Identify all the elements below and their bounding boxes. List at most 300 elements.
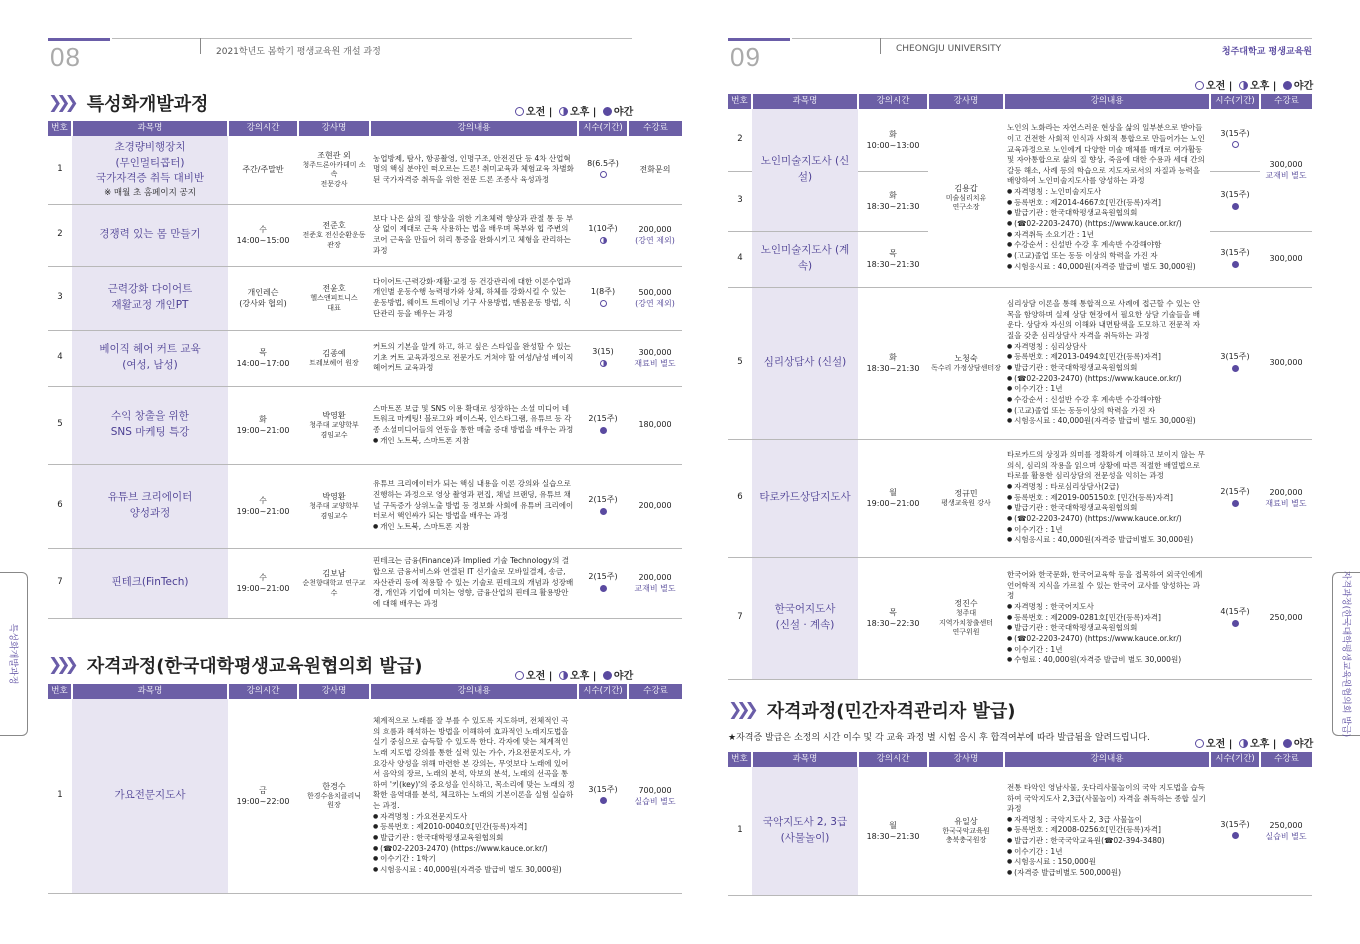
morning-icon <box>515 107 524 116</box>
description-bullet: ● 시험응시료 : 40,000원(자격증 발급비 별도 30,000원) <box>373 865 575 876</box>
lecture-time-line: 월 <box>889 487 897 497</box>
course-name-line: 노인미술지도사 (계속) <box>760 244 850 272</box>
description-bullet: ● (☎02-2203-2470) (https://www.kauce.or.kr/) <box>1007 634 1207 645</box>
description-text: 농업방제, 탐사, 항공촬영, 인명구조, 안전진단 등 4차 산업혁명의 핵심 분야인 떠오르는 드론! 취미교육과 체험교육 차별화된 국가자격증 취득을 위한 전문 드론 조종사 육성과정 <box>373 153 574 185</box>
table-row <box>48 699 682 893</box>
header-rule <box>112 38 632 39</box>
tuition-value: 전화문의 <box>639 165 671 175</box>
section-title-text: 자격과정(한국대학평생교육원협의회 발급) <box>86 656 423 677</box>
course-description <box>1004 557 1210 679</box>
instructor-affiliation-line: 연구위원 <box>952 628 980 637</box>
description-text: 유튜브 크리에이터가 되는 핵심 내용을 이론 강의와 실습으로 진행하는 과정으로 영상 촬영과 편집, 채널 브랜딩, 유튜브 채널 구독증가 상위노출 방법 등 정보화 사회에 유튜버 크리에이터로서 핵인싸가 되는 방법을 배우는 과정 <box>373 479 574 521</box>
legend-afternoon: 오후 <box>1249 739 1270 750</box>
column-header: 강사명 <box>928 94 1004 109</box>
tuition <box>628 330 682 386</box>
row-number: 2 <box>48 204 72 266</box>
lecture-time-line: 월 <box>889 820 897 830</box>
tuition <box>1260 439 1312 557</box>
description-bullet: ● 자격명칭 : 노인미술지도사 <box>1007 187 1207 198</box>
hours-value: 1(8주) <box>590 287 616 297</box>
description-bullet: ● 등록번호 : 제2010-0040호[민간(등록)자격] <box>373 822 575 833</box>
instructor-name: 김보남 <box>322 568 346 578</box>
hours <box>1210 171 1260 231</box>
morning-icon <box>1195 739 1204 748</box>
course-name-line: 국악지도사 2, 3급 <box>762 816 848 828</box>
tuition-value: 500,000 <box>638 287 672 297</box>
course-description <box>370 386 578 464</box>
instructor <box>298 548 370 618</box>
course-name <box>72 136 228 204</box>
lecture-time-line: 19:00~22:00 <box>236 796 290 806</box>
description-bullet: ● 이수기간 : 1년 <box>1007 384 1207 395</box>
instructor-name: 한경수 <box>322 781 346 791</box>
instructor-affiliation-line: 청주대 교양학부 <box>309 420 359 429</box>
legend-afternoon: 오후 <box>569 671 590 682</box>
lecture-time-line: 14:00~17:00 <box>236 359 290 368</box>
legend-afternoon: 오후 <box>1249 81 1270 92</box>
night-icon <box>1283 739 1292 748</box>
course-name <box>752 557 858 679</box>
legend-night: 야간 <box>1293 739 1314 750</box>
legend-morning: 오전 <box>526 107 546 118</box>
lecture-time-line: 수 <box>259 495 267 505</box>
course-description <box>370 266 578 330</box>
lecture-time-line: (강사와 협의) <box>239 299 287 308</box>
table-row <box>48 386 682 464</box>
instructor-name: 정진수 <box>954 599 978 608</box>
legend: 오전 | 오후 | 야간 <box>512 667 633 682</box>
lecture-time <box>228 464 298 548</box>
instructor <box>928 109 1004 287</box>
course-description <box>370 699 578 893</box>
description-bullet: ● (☎02-2203-2470) (https://www.kauce.or.kr/) <box>1007 514 1207 525</box>
table-row <box>48 464 682 548</box>
page-number-bar <box>728 38 790 41</box>
section-title <box>728 697 1016 723</box>
instructor-affiliation-line: 전준호 전신순환운동 <box>302 230 366 239</box>
tuition <box>628 699 682 893</box>
chevrons-icon: ❯❯❯ <box>48 93 73 113</box>
course-name-line: 핀테크(FinTech) <box>111 576 189 589</box>
course-name <box>72 548 228 618</box>
course-name-line: 노인미술지도사 (신설) <box>760 155 850 183</box>
instructor <box>928 287 1004 439</box>
instructor <box>298 204 370 266</box>
instructor-affiliation-line: 전문강사 <box>320 180 348 189</box>
instructor <box>298 330 370 386</box>
description-bullet: ● 시험응시료 : 40,000원(자격증 발급비 별도 30,000원) <box>1007 416 1207 427</box>
instructor <box>928 439 1004 557</box>
column-header: 강의시간 <box>858 94 928 109</box>
column-header: 번호 <box>48 121 72 136</box>
description-bullet: ● (☎02-2203-2470) (https://www.kauce.or.kr/) <box>1007 219 1207 230</box>
header-divider <box>200 38 201 54</box>
instructor <box>298 464 370 548</box>
hours <box>578 548 628 618</box>
course-description <box>1004 287 1210 439</box>
hours <box>578 204 628 266</box>
hours-value: 3(15) <box>592 347 614 357</box>
certificate-note: ★자격증 발급은 소정의 시간 이수 및 각 교육 과정 별 시험 응시 후 합격여부에 따라 발급됨을 알려드립니다. <box>728 733 1150 743</box>
afternoon-icon <box>559 671 568 680</box>
instructor-affiliation <box>300 502 368 521</box>
lecture-time <box>858 231 928 287</box>
table-row <box>48 548 682 618</box>
description-text: 보다 나은 삶의 질 향상을 위한 기초체력 향상과 관절 통 등 부상 없이 제대로 근육 사용하는 법을 배우며 복부와 힙 주변의 코어 근육을 만들어 허리 통증을 완화시키고 체형을 관리하는 과정 <box>373 213 574 255</box>
description-bullet: ● 등록번호 : 제2014-4667호[민간(등록)자격] <box>1007 198 1207 209</box>
lecture-time <box>858 287 928 439</box>
lecture-time-line: 수 <box>259 572 267 582</box>
course-name-line: 경쟁력 있는 몸 만들기 <box>99 228 201 241</box>
row-number: 3 <box>48 266 72 330</box>
hours <box>1210 767 1260 895</box>
lecture-time-line: 18:30~21:30 <box>866 364 920 373</box>
column-header: 번호 <box>48 684 72 699</box>
description-bullet: ● 자격명칭 : 타로심리상담사(2급) <box>1007 482 1207 493</box>
side-tab[interactable] <box>0 572 28 736</box>
hours-value: 4(15주) <box>1220 607 1250 617</box>
instructor-name: 정규민 <box>954 488 978 498</box>
course-name-line: 한국어지도사 <box>774 603 836 616</box>
course-name-line: 가요전문지도사 <box>114 788 186 801</box>
tuition <box>628 204 682 266</box>
instructor-affiliation <box>300 231 368 250</box>
tuition-value: 300,000 <box>638 347 672 357</box>
instructor-name: 전준호 <box>322 220 346 230</box>
column-header: 강의내용 <box>1004 94 1210 109</box>
morning-icon <box>1232 141 1239 148</box>
hours <box>1210 557 1260 679</box>
table-row <box>728 109 1312 171</box>
tuition <box>628 266 682 330</box>
course-description <box>1004 109 1210 287</box>
column-header: 강의시간 <box>228 684 298 699</box>
course-table <box>728 94 1312 680</box>
night-icon <box>600 427 607 434</box>
column-header: 강사명 <box>928 752 1004 767</box>
course-name <box>72 266 228 330</box>
hours-value: 2(15주) <box>588 572 618 582</box>
chevrons-icon: ❯❯❯ <box>728 700 753 720</box>
tuition-value: 700,000 <box>638 785 672 795</box>
course-table <box>728 752 1312 896</box>
instructor-name: 전윤호 <box>322 283 346 293</box>
column-header: 번호 <box>728 752 752 767</box>
lecture-time-line: 19:00~21:00 <box>236 584 290 593</box>
tuition-note: 교재비 별도 <box>1265 170 1307 180</box>
description-bullet: ● 발급기관 : 한국대학평생교육원협의회 <box>1007 363 1207 374</box>
description-bullet: ● (☎02-2203-2470) (https://www.kauce.or.kr/) <box>1007 374 1207 385</box>
course-name-line: (사물놀이) <box>780 831 830 844</box>
column-header: 수강료 <box>628 121 682 136</box>
hours-value: 2(15주) <box>1220 487 1250 497</box>
description-bullet: ● 발급기관 : 한국대학평생교육원협의회 <box>1007 623 1207 634</box>
legend: 오전 | 오후 | 야간 <box>512 103 633 118</box>
row-number: 4 <box>728 231 752 287</box>
lecture-time-line: 19:00~21:00 <box>236 426 290 435</box>
description-bullet: ● 발급기관 : 한국대학평생교육원협의회 <box>373 833 575 844</box>
afternoon-icon <box>600 237 607 244</box>
afternoon-icon <box>1239 739 1248 748</box>
lecture-time <box>858 439 928 557</box>
side-tab[interactable] <box>1332 572 1360 736</box>
description-bullet: ● 발급기관 : 한국대학평생교육원협의회 <box>1007 208 1207 219</box>
course-name <box>72 464 228 548</box>
header-rule <box>792 38 1312 39</box>
course-name-line: 베이직 헤어 커트 교육 <box>99 343 201 356</box>
instructor-affiliation <box>930 609 1002 638</box>
description-text: 한국어와 한국문화, 한국어교육학 등을 접목하여 외국인에게 언어학적 지식을 가르칠 수 있는 한국어 교사를 양성하는 과정 <box>1007 570 1203 601</box>
lecture-time <box>228 266 298 330</box>
column-header: 강사명 <box>298 121 370 136</box>
column-header: 과목명 <box>752 752 858 767</box>
chevrons-icon: ❯❯❯ <box>48 655 73 675</box>
instructor-affiliation-line: 대표 <box>327 303 341 312</box>
tuition-note: 실습비 별도 <box>634 796 676 806</box>
description-bullet: ● (고교)졸업 또는 동등이상의 학력을 가진 자 <box>1007 406 1207 417</box>
table-row <box>48 136 682 204</box>
tuition-value: 200,000 <box>1269 487 1303 497</box>
description-text: 전통 타악인 영남사물, 웃다리사물놀이의 국악 지도법을 습득하여 국악지도사 2,3급(사물놀이) 자격을 취득하는 종합 실기과정 <box>1007 782 1206 814</box>
instructor-affiliation-line: 연구소장 <box>952 203 980 212</box>
night-icon <box>1232 832 1239 839</box>
hours <box>578 464 628 548</box>
lecture-time <box>858 171 928 231</box>
page-number-bar <box>48 38 110 41</box>
hours-value: 3(15주) <box>1220 129 1250 139</box>
section-title-text: 자격과정(민간자격관리자 발급) <box>766 701 1016 722</box>
hours-value: 8(6.5주) <box>587 159 619 169</box>
lecture-time <box>228 548 298 618</box>
course-name <box>752 231 858 287</box>
tuition <box>1260 231 1312 287</box>
table-row <box>728 439 1312 557</box>
lecture-time-line: 화 <box>889 129 897 139</box>
lecture-time <box>228 136 298 204</box>
column-header: 시수(기간) <box>578 121 628 136</box>
lecture-time-line: 18:30~21:30 <box>866 202 920 211</box>
description-bullet: ● 자격명칭 : 한국어지도사 <box>1007 602 1207 613</box>
instructor <box>928 767 1004 895</box>
column-header: 과목명 <box>752 94 858 109</box>
table-row <box>728 767 1312 895</box>
lecture-time <box>228 699 298 893</box>
night-icon <box>1232 620 1239 627</box>
tuition <box>1260 767 1312 895</box>
section-title-text: 특성화개발과정 <box>86 94 209 115</box>
lecture-time <box>858 109 928 171</box>
lecture-time-line: 주간/주말반 <box>242 165 284 175</box>
tuition <box>628 548 682 618</box>
lecture-time-line: 10:00~13:00 <box>866 140 920 150</box>
column-header: 수강료 <box>1260 752 1312 767</box>
hours-value: 1(10주) <box>588 224 618 234</box>
description-bullet: ● (☎02-2203-2470) (https://www.kauce.or.kr/) <box>373 844 575 855</box>
tuition-value: 180,000 <box>638 420 672 430</box>
tuition-value: 200,000 <box>638 224 672 234</box>
table-row <box>48 266 682 330</box>
column-header: 수강료 <box>1260 94 1312 109</box>
description-bullet: ● 시험응시료 : 150,000원 <box>1007 857 1207 868</box>
course-table <box>48 121 682 619</box>
lecture-time-line: 18:30~22:30 <box>866 619 920 628</box>
tuition-value: 300,000 <box>1269 358 1303 368</box>
course-name-line: 초경량비행장치 <box>114 140 186 153</box>
column-header: 강의내용 <box>1004 752 1210 767</box>
column-header: 시수(기간) <box>1210 752 1260 767</box>
tuition-note: 재료비 별도 <box>1265 499 1307 508</box>
table-header <box>48 684 682 699</box>
column-header: 강의내용 <box>370 121 578 136</box>
night-icon <box>600 797 607 804</box>
instructor-affiliation-line: 평생교육원 강사 <box>941 498 991 507</box>
lecture-time-line: 수 <box>259 224 267 234</box>
table-row <box>48 330 682 386</box>
table-header <box>48 121 682 136</box>
course-name-line: 타로카드상담지도사 <box>759 491 851 504</box>
instructor-affiliation-line: 독수리 가정상담센터장 <box>931 363 1001 372</box>
column-header: 과목명 <box>72 684 228 699</box>
description-bullet: ● 수강순서 : 신설반 수강 후 계속반 수강해야함 <box>1007 395 1207 406</box>
tuition-note: (강연 제외) <box>635 299 675 308</box>
legend-morning: 오전 <box>1206 739 1226 750</box>
course-name-line: 국가자격증 취득 대비반 <box>95 172 205 185</box>
lecture-time <box>858 557 928 679</box>
table-header <box>728 752 1312 767</box>
description-bullet: ● 시험응시료 : 40,000원(자격증 발급비별도 30,000원) <box>1007 535 1207 546</box>
hours-value: 2(15주) <box>588 414 618 424</box>
row-number: 5 <box>728 287 752 439</box>
hours-value: 3(15주) <box>1220 190 1250 200</box>
night-icon <box>600 508 607 515</box>
instructor-affiliation-line: 지역가치창출센터 <box>938 618 994 627</box>
course-name-line: (무인멀티콥터) <box>115 156 185 169</box>
description-bullet: ● 등록번호 : 제2019-005150호 [민간(등록)자격] <box>1007 493 1207 504</box>
description-bullet: ● 자격명칭 : 가요전문지도사 <box>373 812 575 823</box>
tuition-value: 200,000 <box>638 572 672 582</box>
instructor-affiliation <box>300 161 368 190</box>
instructor-name: 박영환 <box>322 491 346 501</box>
legend-night: 야간 <box>613 107 634 118</box>
course-name-line: 재활교정 개인PT <box>111 299 189 311</box>
instructor-affiliation-line: 청주대 <box>955 609 977 618</box>
lecture-time-line: 목 <box>889 607 897 617</box>
instructor <box>298 386 370 464</box>
instructor-affiliation-line: 충북충국원장 <box>945 836 987 845</box>
tuition-value: 300,000 <box>1269 254 1303 264</box>
tuition <box>628 464 682 548</box>
table-header <box>728 94 1312 109</box>
instructor <box>298 136 370 204</box>
instructor-affiliation-line: 헬스앤피트니스 <box>310 293 358 302</box>
header-divider <box>880 38 881 54</box>
description-text: 스마트폰 보급 및 SNS 이용 확대로 성장하는 소셜 미디어 네트워크 마케팅! 블로그와 페이스북, 인스타그램, 유튜브 등 각종 소셜미디어들의 연동을 통한 매출 증대 방법을 배우는 과정 <box>373 403 574 434</box>
tuition <box>1260 109 1312 231</box>
legend: 오전 | 오후 | 야간 <box>1192 77 1313 92</box>
column-header: 번호 <box>728 94 752 109</box>
tuition <box>628 136 682 204</box>
course-description <box>370 548 578 618</box>
hours-value: 2(15주) <box>588 495 618 505</box>
table-row <box>48 204 682 266</box>
column-header: 과목명 <box>72 121 228 136</box>
hours <box>1210 231 1260 287</box>
course-name <box>72 330 228 386</box>
column-header: 강사명 <box>298 684 370 699</box>
lecture-time-line: 화 <box>889 190 897 200</box>
lecture-time-line: 19:00~21:00 <box>866 499 920 508</box>
row-number: 3 <box>728 171 752 231</box>
tuition-value: 250,000 <box>1269 613 1303 623</box>
description-text: 다이어트·근력강화·재활·교정 등 건강관리에 대한 이론수업과 개인별 운동수행 능력평가와 상체, 하체를 강화시킬 수 있는 운동방법, 웨이트 트레이닝 기구 사용방법, 맨몸운동 방법, 식단관리 등을 배우는 과정 <box>373 276 571 318</box>
course-name <box>72 386 228 464</box>
tuition <box>1260 287 1312 439</box>
description-bullet: ● 시험응시료 : 40,000원(자격증 발급비 별도 30,000원) <box>1007 262 1207 273</box>
lecture-time <box>228 204 298 266</box>
tuition-note: 실습비 별도 <box>1265 831 1307 841</box>
tuition <box>628 386 682 464</box>
course-name-line: (신설 · 계속) <box>775 619 835 631</box>
course-name-line: 근력강화 다이어트 <box>107 283 193 296</box>
afternoon-icon <box>1239 81 1248 90</box>
instructor-affiliation <box>930 194 1002 213</box>
description-bullet: ● 자격명칭 : 심리상담사 <box>1007 342 1207 353</box>
side-tab-label: 자격과정(한국대학평생교육원협의회 발급) <box>1340 570 1350 738</box>
night-icon <box>1283 81 1292 90</box>
tuition-value: 250,000 <box>1269 820 1303 830</box>
row-number: 2 <box>728 109 752 171</box>
row-number: 1 <box>728 767 752 895</box>
lecture-time-line: 14:00~15:00 <box>236 236 290 245</box>
side-tab-label: 특성화개발과정 <box>7 623 17 685</box>
description-bullet: ● 이수기간 : 1년 <box>1007 847 1207 858</box>
instructor-affiliation-line: 겸임교수 <box>320 511 348 520</box>
instructor-affiliation <box>930 364 1002 374</box>
description-bullet: ● 개인 노트북, 스마트폰 지참 <box>373 522 575 533</box>
instructor-affiliation <box>300 294 368 313</box>
instructor-affiliation-line: 미술심리치유 <box>945 193 987 202</box>
tuition-note: (강연 제외) <box>635 236 675 245</box>
hours <box>1210 109 1260 171</box>
instructor-affiliation-line: 순천향대학교 연구교수 <box>302 578 366 597</box>
course-name-line: 유튜브 크리에이터 <box>107 491 193 504</box>
tuition <box>1260 557 1312 679</box>
description-bullet: ● 이수기간 : 1학기 <box>373 854 575 865</box>
instructor-affiliation-line: 원장 <box>327 801 341 810</box>
hours <box>578 330 628 386</box>
legend: 오전 | 오후 | 야간 <box>1192 735 1313 750</box>
description-text: 커트의 기본을 알게 하고, 하고 싶은 스타일을 완성할 수 있는 기초 커트 교육과정으로 전문가도 거쳐야 할 여성/남성 베이직 헤어커트 교육과정 <box>373 342 574 373</box>
instructor <box>298 699 370 893</box>
course-description <box>370 464 578 548</box>
section-title <box>48 652 422 678</box>
right-page <box>680 0 1360 944</box>
table-row <box>728 287 1312 439</box>
description-bullet: ● 등록번호 : 제2013-0494호[민간(등록)자격] <box>1007 352 1207 363</box>
tuition-note: 교재비 별도 <box>634 584 676 593</box>
course-description <box>1004 767 1210 895</box>
course-name-line: 양성과정 <box>129 507 171 519</box>
row-number: 1 <box>48 136 72 204</box>
table-row <box>728 557 1312 679</box>
instructor <box>298 266 370 330</box>
lecture-time <box>228 386 298 464</box>
lecture-time-line: 화 <box>889 352 897 362</box>
hours-value: 3(15주) <box>1220 352 1250 362</box>
description-text: 체계적으로 노래를 잘 부를 수 있도록 지도하며, 전체적인 곡의 흐름과 해석하는 방법을 이해하여 효과적인 노래지도법을 실기 중심으로 습득할 수 있도록 한다. 각자에 맞는 체계적인 노래 지도법 강의를 통한 실력 있는 가수, 가요전문지도사, 가요강사 양성을 위해 마련한 본 강의는, 무엇보다 노래에 있어서 음악의 장르, 노래의 분석, 악보의 분석, 노래의 선곡을 통하여 '키(key)'의 중요성을 인식하고, 목소리에 맞는 노래의 정확한 음역대를 분석, 체크하는 노래의 기본이론을 실험 실습하는 과정. <box>373 715 575 811</box>
description-bullet: ● 수험료 : 40,000원(자격증 발급비 별도 30,000원) <box>1007 655 1207 666</box>
morning-icon <box>600 300 607 307</box>
